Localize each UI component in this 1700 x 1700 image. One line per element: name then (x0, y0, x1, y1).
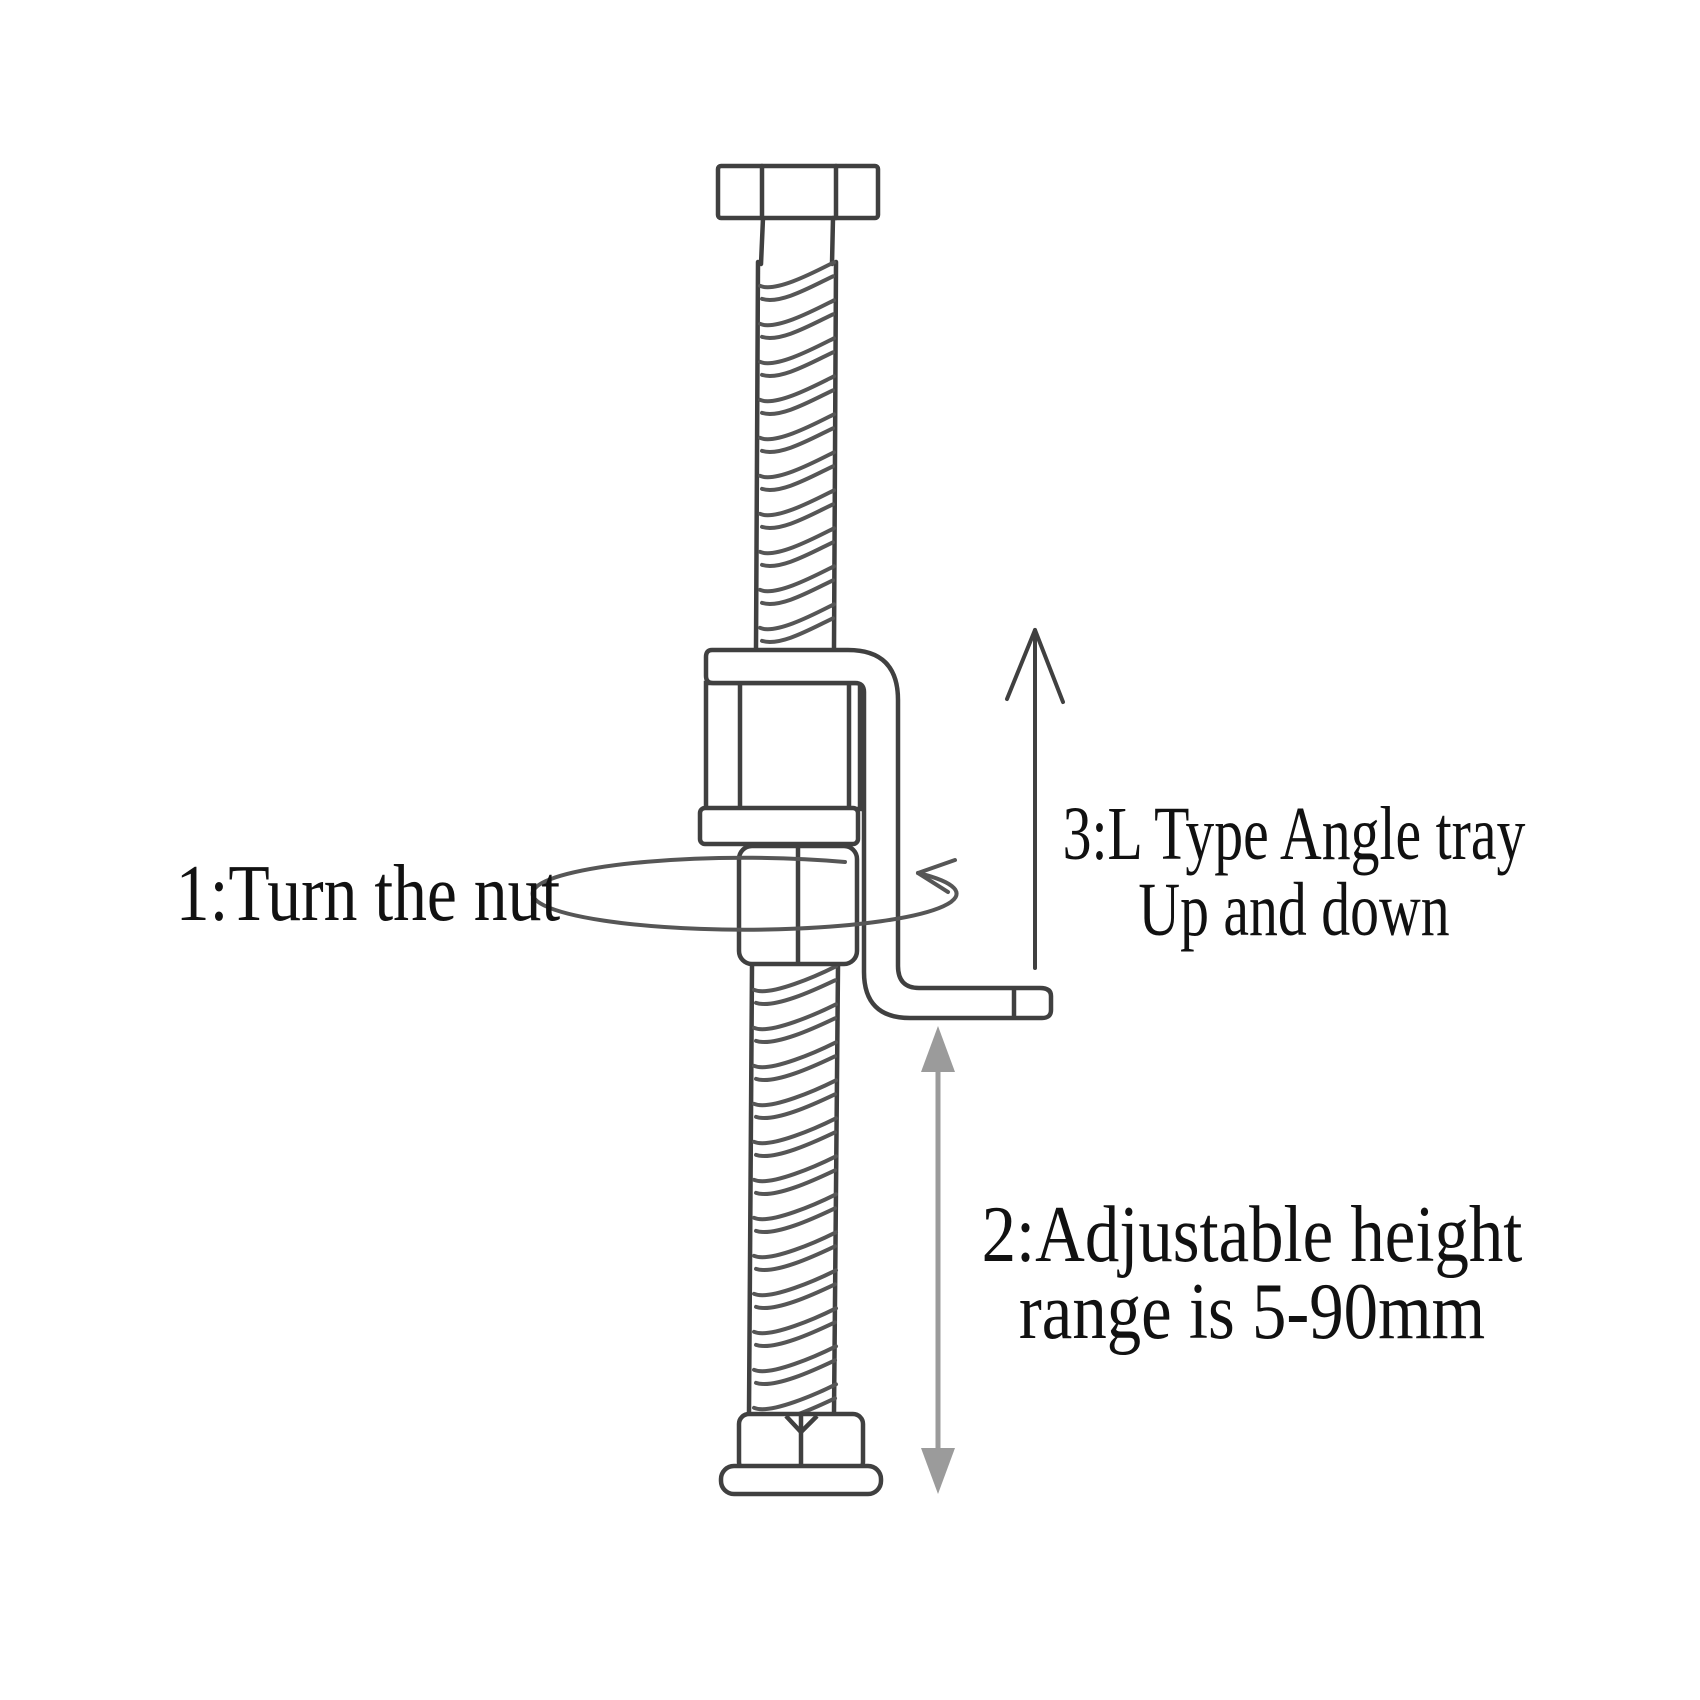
hex-bolt-head (718, 166, 878, 264)
adjusting-nut (739, 846, 857, 964)
annotation-turn-nut (175, 850, 561, 938)
height-range-arrow (921, 1026, 955, 1494)
upper-threaded-rod (756, 262, 836, 648)
base-plate (721, 1466, 881, 1494)
annotation-height-range-line2: range is 5-90mm (1018, 1268, 1486, 1356)
lower-threaded-rod (749, 966, 838, 1422)
annotation-height-range-line1: 2:Adjustable height (981, 1191, 1523, 1279)
annotation-height-range (981, 1191, 1523, 1356)
annotation-angle-tray-line1: 3:L Type Angle tray (1062, 792, 1526, 876)
washer-plate (700, 808, 858, 844)
annotation-angle-tray-line2: Up and down (1138, 868, 1450, 952)
up-arrow (1007, 630, 1063, 968)
annotation-angle-tray (1062, 792, 1526, 952)
flange-nut (739, 1414, 863, 1472)
annotation-turn-nut-text: 1:Turn the nut (175, 850, 561, 938)
collar-block (706, 683, 860, 809)
